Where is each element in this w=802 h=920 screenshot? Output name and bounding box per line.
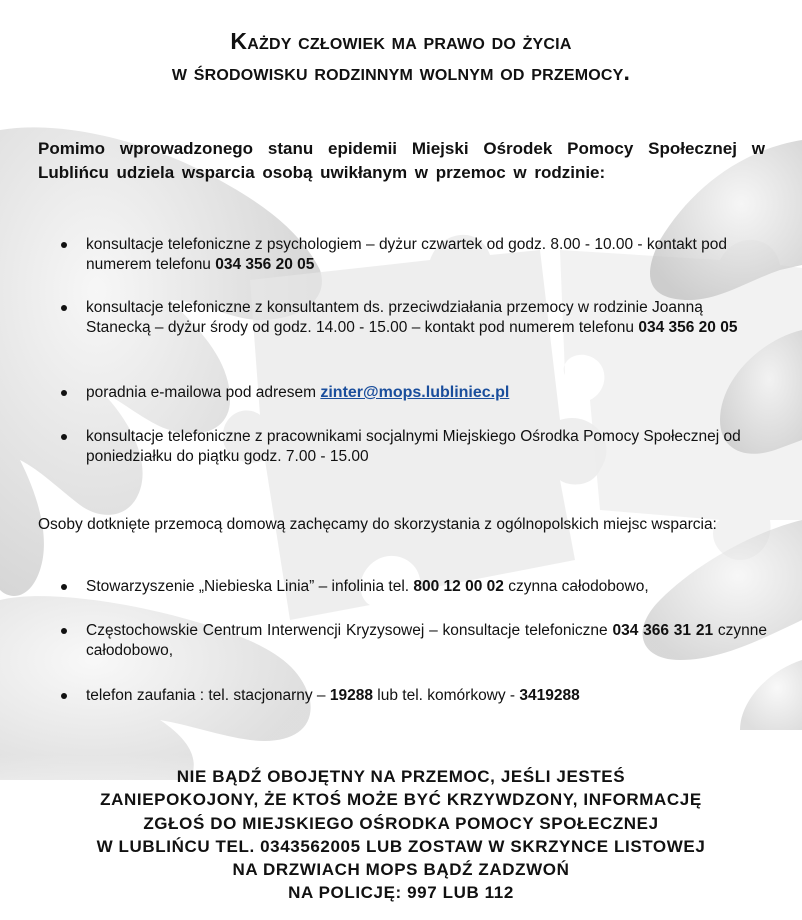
list-item xyxy=(57,235,767,275)
footer-line-3: ZGŁOŚ DO MIEJSKIEGO OŚRODKA POMOCY SPOŁECZNEJ xyxy=(143,813,659,833)
email-link[interactable]: zinter@mops.lubliniec.pl xyxy=(320,384,510,401)
list-item xyxy=(57,577,767,597)
support-text: czynna całodobowo, xyxy=(503,578,649,595)
bullet-icon xyxy=(61,584,67,590)
footer-line-4: W LUBLIŃCU TEL. 0343562005 LUB ZOSTAW W SKRZYNCE LISTOWEJ xyxy=(96,836,706,856)
list-item xyxy=(57,427,767,467)
support-text: Stowarzyszenie „Niebieska Linia” – infolinia tel. xyxy=(86,578,414,595)
bullet-icon xyxy=(61,628,67,634)
intro-paragraph: Pomimo wprowadzonego stanu epidemii Miejski Ośrodek Pomocy Społecznej w Lublińcu udziela wsparcia osobą uwikłanym w przemoc w rodzinie: xyxy=(38,139,765,182)
service-text: konsultacje telefoniczne z pracownikami socjalnymi Miejskiego Ośrodka Pomocy Społecznej od poniedziałku do piątku godz. 7.00 - 15.00 xyxy=(86,428,741,465)
footer-line-6: NA POLICJĘ: 997 LUB 112 xyxy=(288,883,514,903)
support-phone: 3419288 xyxy=(519,687,580,704)
support-intro: Osoby dotknięte przemocą domową zachęcamy do skorzystania z ogólnopolskich miejsc wsparcia: xyxy=(38,516,717,533)
support-phone: 19288 xyxy=(329,687,373,704)
bullet-icon xyxy=(61,693,67,699)
title-line-2: w środowisku rodzinnym wolnym od przemocy. xyxy=(171,59,631,85)
list-item xyxy=(57,621,767,661)
service-text: konsultacje telefoniczne z konsultantem ds. przeciwdziałania przemocy w rodzinie Joanną Stanecką – dyżur środy od godz. 14.00 - 15.00 – kontakt pod numerem telefonu xyxy=(86,299,703,336)
support-text: Częstochowskie Centrum Interwencji Kryzysowej – konsultacje telefoniczne xyxy=(86,622,613,639)
bullet-icon xyxy=(61,434,67,440)
support-text: lub tel. komórkowy - xyxy=(372,687,520,704)
list-item xyxy=(57,298,767,338)
support-phone: 034 366 31 21 xyxy=(612,622,714,639)
support-phone: 800 12 00 02 xyxy=(413,578,504,595)
title-line-1: Każdy człowiek ma prawo do życia xyxy=(230,28,572,54)
bullet-icon xyxy=(61,390,67,396)
service-text: konsultacje telefoniczne z psychologiem – dyżur czwartek od godz. 8.00 - 10.00 - kontakt pod numerem telefonu xyxy=(86,236,728,273)
service-phone: 034 356 20 05 xyxy=(215,256,315,273)
list-item xyxy=(57,686,767,706)
services-list xyxy=(57,235,767,475)
national-support-list xyxy=(57,577,767,717)
support-text: telefon zaufania : tel. stacjonarny – xyxy=(86,687,330,704)
bullet-icon xyxy=(61,305,67,311)
page-title xyxy=(0,26,802,88)
footer-line-1: NIE BĄDŹ OBOJĘTNY NA PRZEMOC, JEŚLI JESTEŚ xyxy=(176,767,626,786)
bullet-icon xyxy=(61,242,67,248)
list-item xyxy=(57,383,767,403)
service-text: poradnia e-mailowa pod adresem xyxy=(86,384,321,401)
footer-line-5: NA DRZWIACH MOPS BĄDŹ ZADZWOŃ xyxy=(232,860,570,880)
footer-appeal xyxy=(0,765,802,905)
service-phone: 034 356 20 05 xyxy=(638,319,738,336)
support-text: czynne całodobowo, xyxy=(86,622,768,659)
footer-line-2: ZANIEPOKOJONY, ŻE KTOŚ MOŻE BYĆ KRZYWDZONY, INFORMACJĘ xyxy=(100,790,702,810)
